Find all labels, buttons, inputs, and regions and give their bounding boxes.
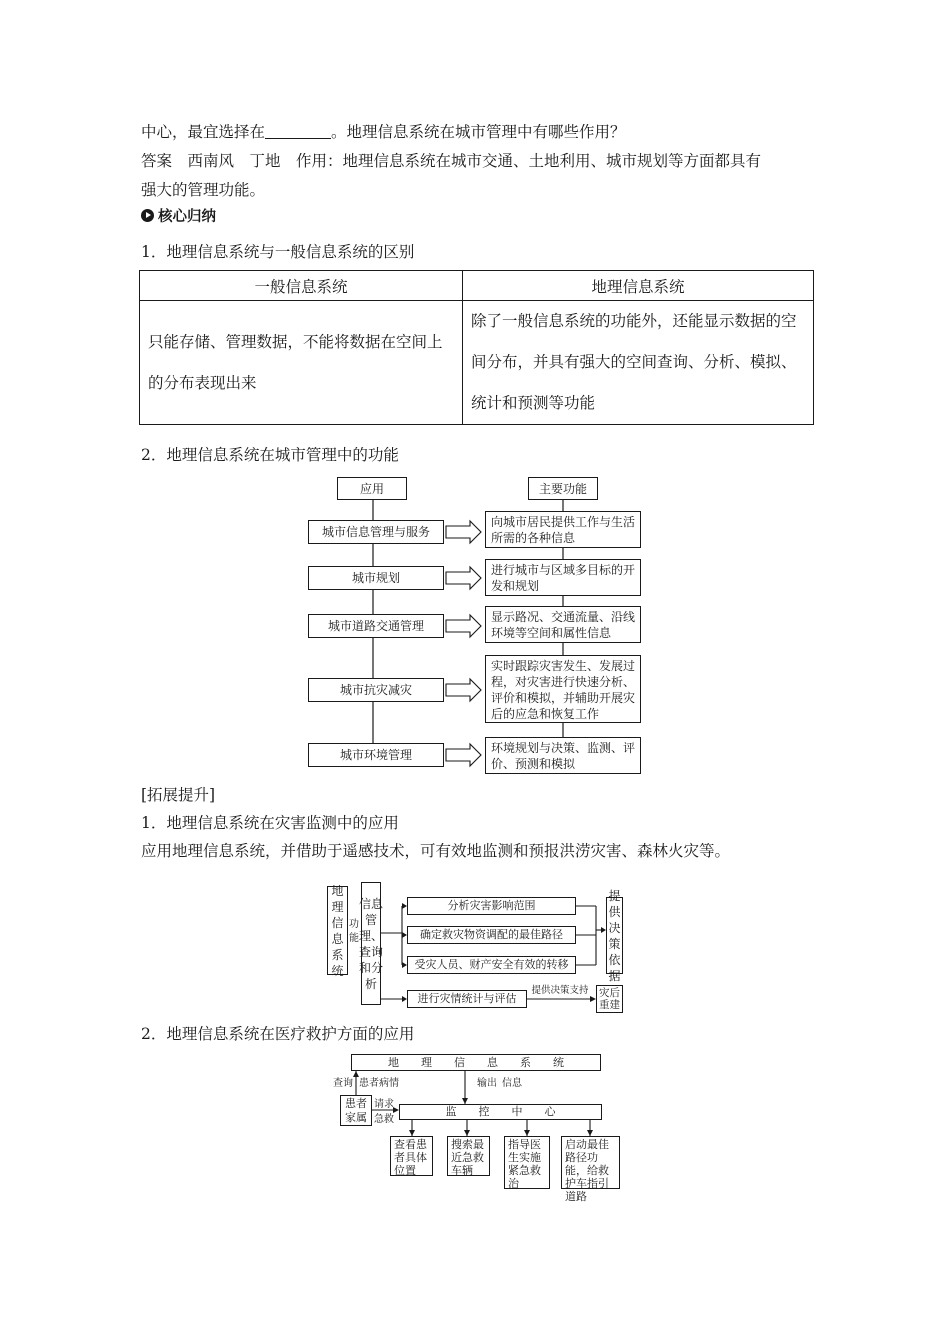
flow3-output-label: 输出: [477, 1078, 497, 1089]
flow2-gis-box: 地理信息系统: [327, 886, 348, 975]
flow1-func-environment: 环境规划与决策、监测、评价、预测和模拟: [485, 737, 641, 774]
answer-line-1: 答案 西南风 丁地 作用：地理信息系统在城市交通、土地利用、城市规划等方面都具有: [141, 152, 762, 170]
flow3-rescue-label: 急救: [374, 1114, 394, 1125]
flow2-stats-box: 进行灾情统计与评估: [407, 990, 527, 1008]
flow1-header-function: 主要功能: [528, 477, 598, 500]
flow2-task-transfer: 受灾人员、财产安全有效的转移: [407, 956, 576, 974]
item1-title: 1．地理信息系统与一般信息系统的区别: [141, 243, 415, 261]
flow2-task-route: 确定救灾物资调配的最佳路径: [407, 926, 576, 944]
flow2-decision-box: 提供决策依据: [606, 897, 623, 974]
flow3-box-location: 查看患者具体位置: [390, 1136, 433, 1176]
flow3-box-search: 搜索最近急救车辆: [447, 1136, 490, 1176]
ext2-title: 2．地理信息系统在医疗救护方面的应用: [141, 1025, 415, 1043]
table-cell-general: 只能存储、管理数据，不能将数据在空间上的分布表现出来: [140, 301, 463, 425]
flow2-mgmt-box: 信息管理、查询和分析: [361, 882, 381, 1005]
flow1-header-app: 应用: [337, 477, 407, 500]
flow1-app-disaster: 城市抗灾减灾: [308, 678, 444, 702]
flow3-box-route: 启动最佳路径功能，给救护车指引道路: [561, 1136, 620, 1189]
flow3-box-guide: 指导医生实施紧急救治: [504, 1136, 550, 1189]
flow2-rebuild-box: 灾后重建: [596, 985, 623, 1013]
flow3-gis-banner: 地 理 信 息 系 统: [351, 1054, 601, 1071]
expand-title: [拓展提升]: [141, 786, 216, 804]
answer-line-2: 强大的管理功能。: [141, 181, 266, 199]
flow3-patient-label: 患者病情: [359, 1078, 399, 1089]
flow2-task-range: 分析灾害影响范围: [407, 897, 576, 915]
ext1-title: 1．地理信息系统在灾害监测中的应用: [141, 814, 399, 832]
flow1-app-planning: 城市规划: [308, 566, 444, 590]
flow3-family-box: 患者家属: [340, 1095, 372, 1126]
question-prefix: 中心，最宜选择在: [141, 123, 266, 141]
flow2-function-label: 功能: [349, 919, 359, 944]
flow1-app-info: 城市信息管理与服务: [308, 520, 444, 544]
flow3-request-label: 请求: [374, 1099, 394, 1110]
flow1-func-info: 向城市居民提供工作与生活所需的各种信息: [485, 511, 641, 548]
flow2-support-label: 提供决策支持: [531, 985, 589, 996]
flow1-func-planning: 进行城市与区域多目标的开发和规划: [485, 559, 641, 596]
table-header-gis: 地理信息系统: [463, 271, 814, 301]
flow1-func-disaster: 实时跟踪灾害发生、发展过程，对灾害进行快速分析、评价和模拟，并辅助开展灾后的应急和恢复工作: [485, 655, 641, 723]
flow3-query-label: 查询: [333, 1078, 353, 1089]
flow3-info-label: 信息: [502, 1078, 522, 1089]
flow3-center-banner: 监 控 中 心: [399, 1104, 602, 1120]
flow1-app-environment: 城市环境管理: [308, 743, 444, 767]
flow1-func-traffic: 显示路况、交通流量、沿线环境等空间和属性信息: [485, 606, 641, 643]
table-cell-gis: 除了一般信息系统的功能外，还能显示数据的空间分布，并具有强大的空间查询、分析、模拟、统计和预测等功能: [463, 301, 814, 425]
item2-title: 2．地理信息系统在城市管理中的功能: [141, 446, 399, 464]
section-title: 核心归纳: [158, 209, 216, 225]
flow1-app-traffic: 城市道路交通管理: [308, 614, 444, 638]
ext1-text: 应用地理信息系统，并借助于遥感技术，可有效地监测和预报洪涝灾害、森林火灾等。: [141, 842, 731, 860]
table-header-general: 一般信息系统: [140, 271, 463, 301]
question-suffix: 。地理信息系统在城市管理中有哪些作用？: [331, 123, 626, 141]
